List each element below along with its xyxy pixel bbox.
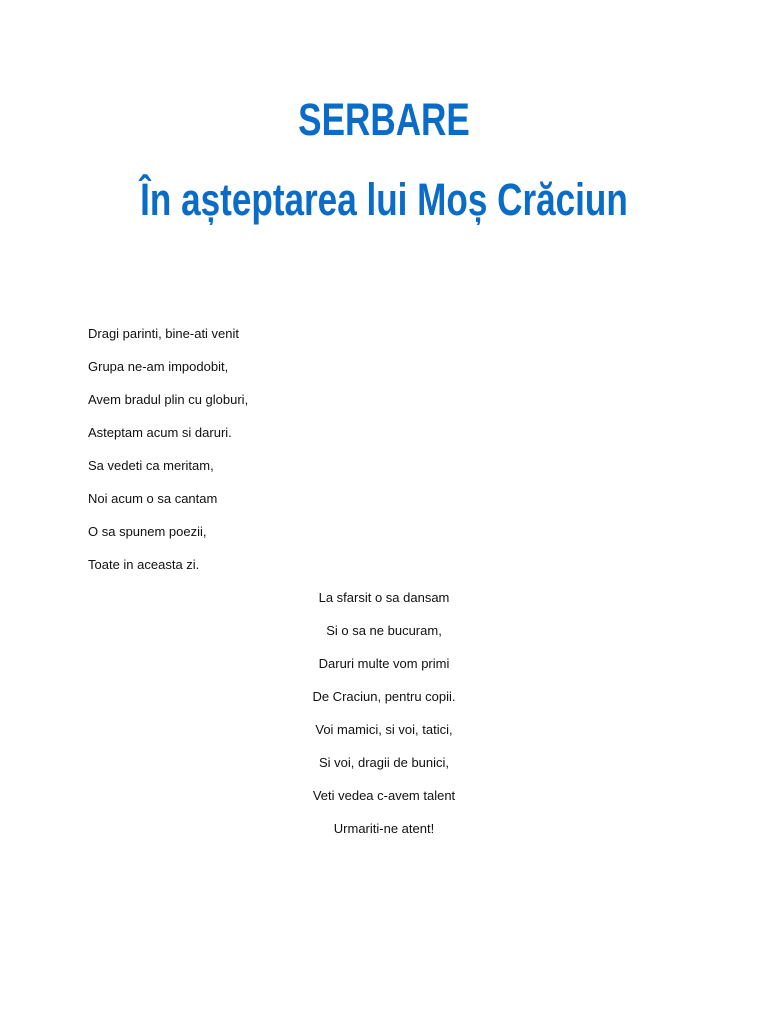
poem-line: Sa vedeti ca meritam,	[88, 458, 214, 473]
poem-line: Avem bradul plin cu globuri,	[88, 392, 249, 407]
poem-line: Veti vedea c-avem talent	[312, 788, 456, 803]
poem-line: Asteptam acum si daruri.	[88, 425, 232, 440]
poem-line: Noi acum o sa cantam	[88, 491, 218, 506]
poem-line: La sfarsit o sa dansam	[318, 590, 450, 605]
poem-line: Si o sa ne bucuram,	[326, 623, 442, 638]
poem-line: De Craciun, pentru copii.	[312, 689, 456, 704]
poem-line: Dragi parinti, bine-ati venit	[88, 326, 240, 341]
poem-line: Si voi, dragii de bunici,	[318, 755, 450, 770]
poem-line: Urmariti-ne atent!	[333, 821, 435, 836]
document-subtitle: În așteptarea lui Moș Crăciun	[140, 174, 628, 225]
poem-line: Voi mamici, si voi, tatici,	[315, 722, 453, 737]
poem-line: Daruri multe vom primi	[318, 656, 450, 671]
poem-line: Grupa ne-am impodobit,	[88, 359, 229, 374]
poem-line: Toate in aceasta zi.	[88, 557, 200, 572]
document-title: SERBARE	[298, 94, 470, 145]
poem-stanza-left	[88, 325, 488, 589]
poem-line: O sa spunem poezii,	[88, 524, 207, 539]
poem-stanza-center	[0, 589, 768, 853]
